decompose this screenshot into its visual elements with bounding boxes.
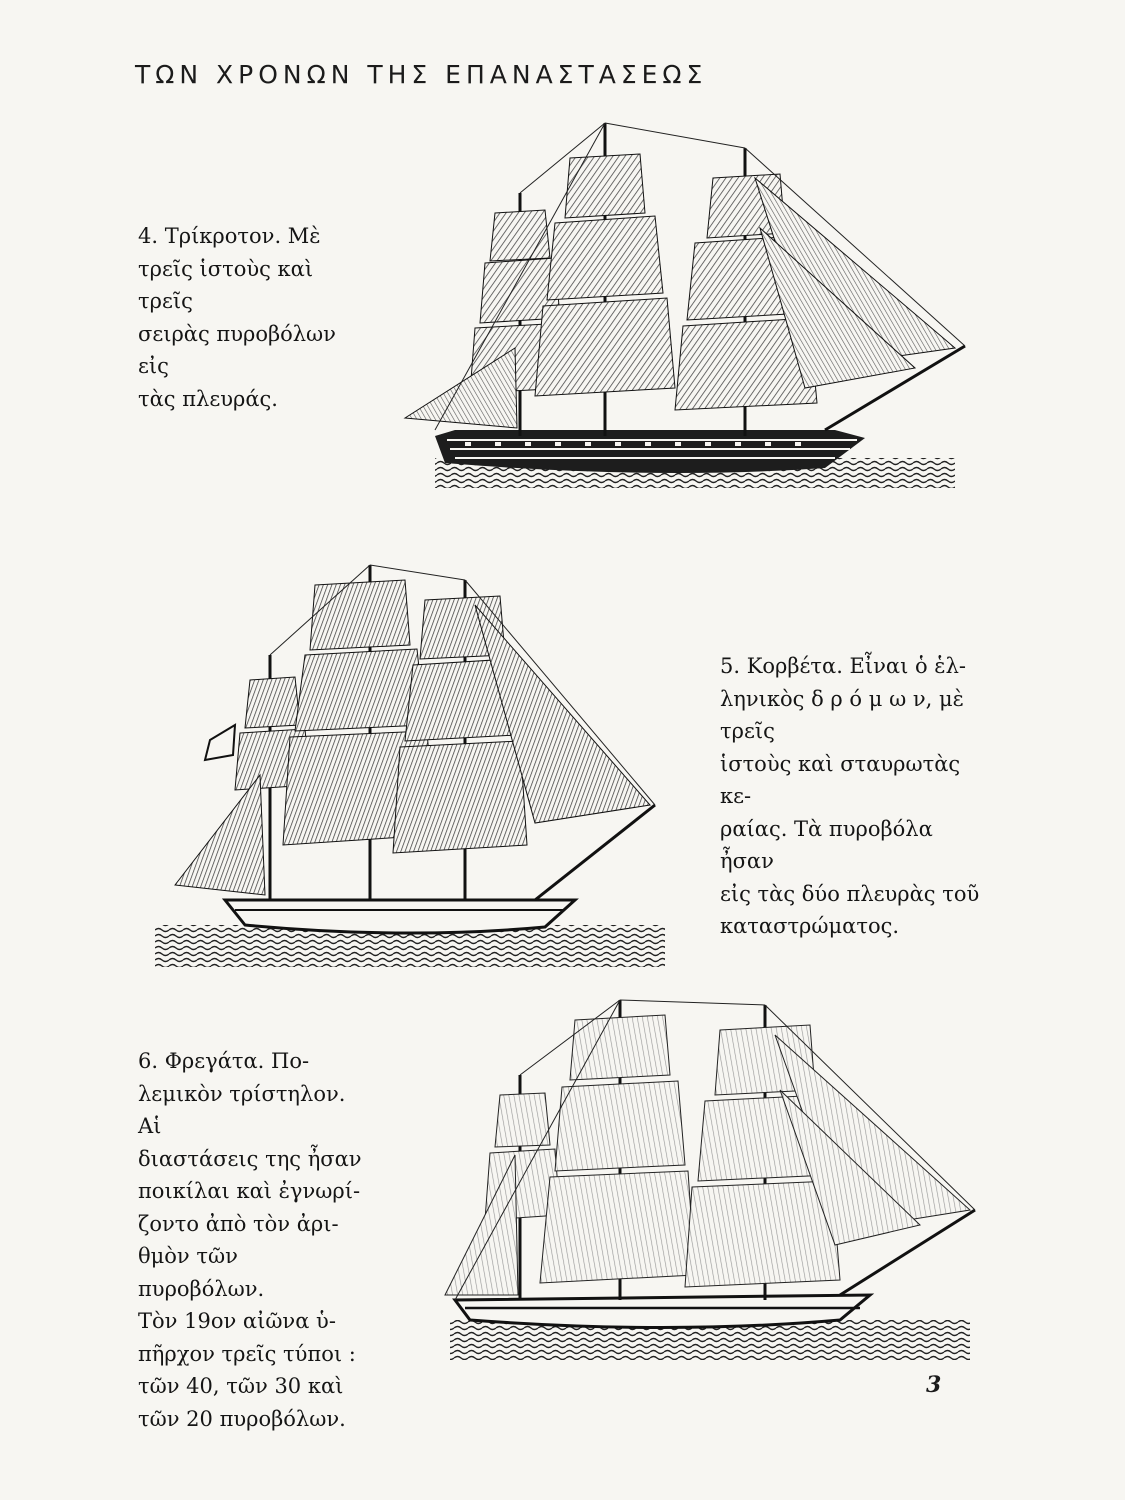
ship-illustration-fregata [440, 995, 980, 1365]
caption-ship-4: 4. Τρίκροτον. Μὲ τρεῖς ἱστοὺς καὶ τρεῖς σειρὰς πυροβόλων εἰς τὰς πλευράς. [138, 224, 336, 411]
ship-illustration-korveta [155, 555, 675, 970]
running-header: ΤΩΝ ΧΡΟΝΩΝ ΤΗΣ ΕΠΑΝΑΣΤΑΣΕΩΣ [135, 60, 708, 89]
ship-illustration-trikroton [395, 118, 975, 490]
caption-ship-5: 5. Κορβέτα. Εἶναι ὁ ἑλ- ληνικὸς δ ρ ό μ ω ν, μὲ τρεῖς ἱστοὺς καὶ σταυρωτὰς κε- ραίας. Τὰ πυροβόλα ἦσαν εἰς τὰς δύο πλευρὰς τοῦ καταστρώματος. [720, 654, 980, 938]
page-number: 3 [926, 1372, 942, 1398]
caption-ship-6: 6. Φρεγάτα. Πο- λεμικὸν τρίστηλον. Αἱ διαστάσεις της ἦσαν ποικίλαι καὶ ἐγνωρί- ζοντο ἀπὸ τὸν ἀρι- θμὸν τῶν πυροβόλων. Τὸν 19ον αἰῶνα ὑ- πῆρχον τρεῖς τύποι : τῶν 40, τῶν 30 καὶ τῶν 20 πυροβόλων. [138, 1049, 362, 1431]
